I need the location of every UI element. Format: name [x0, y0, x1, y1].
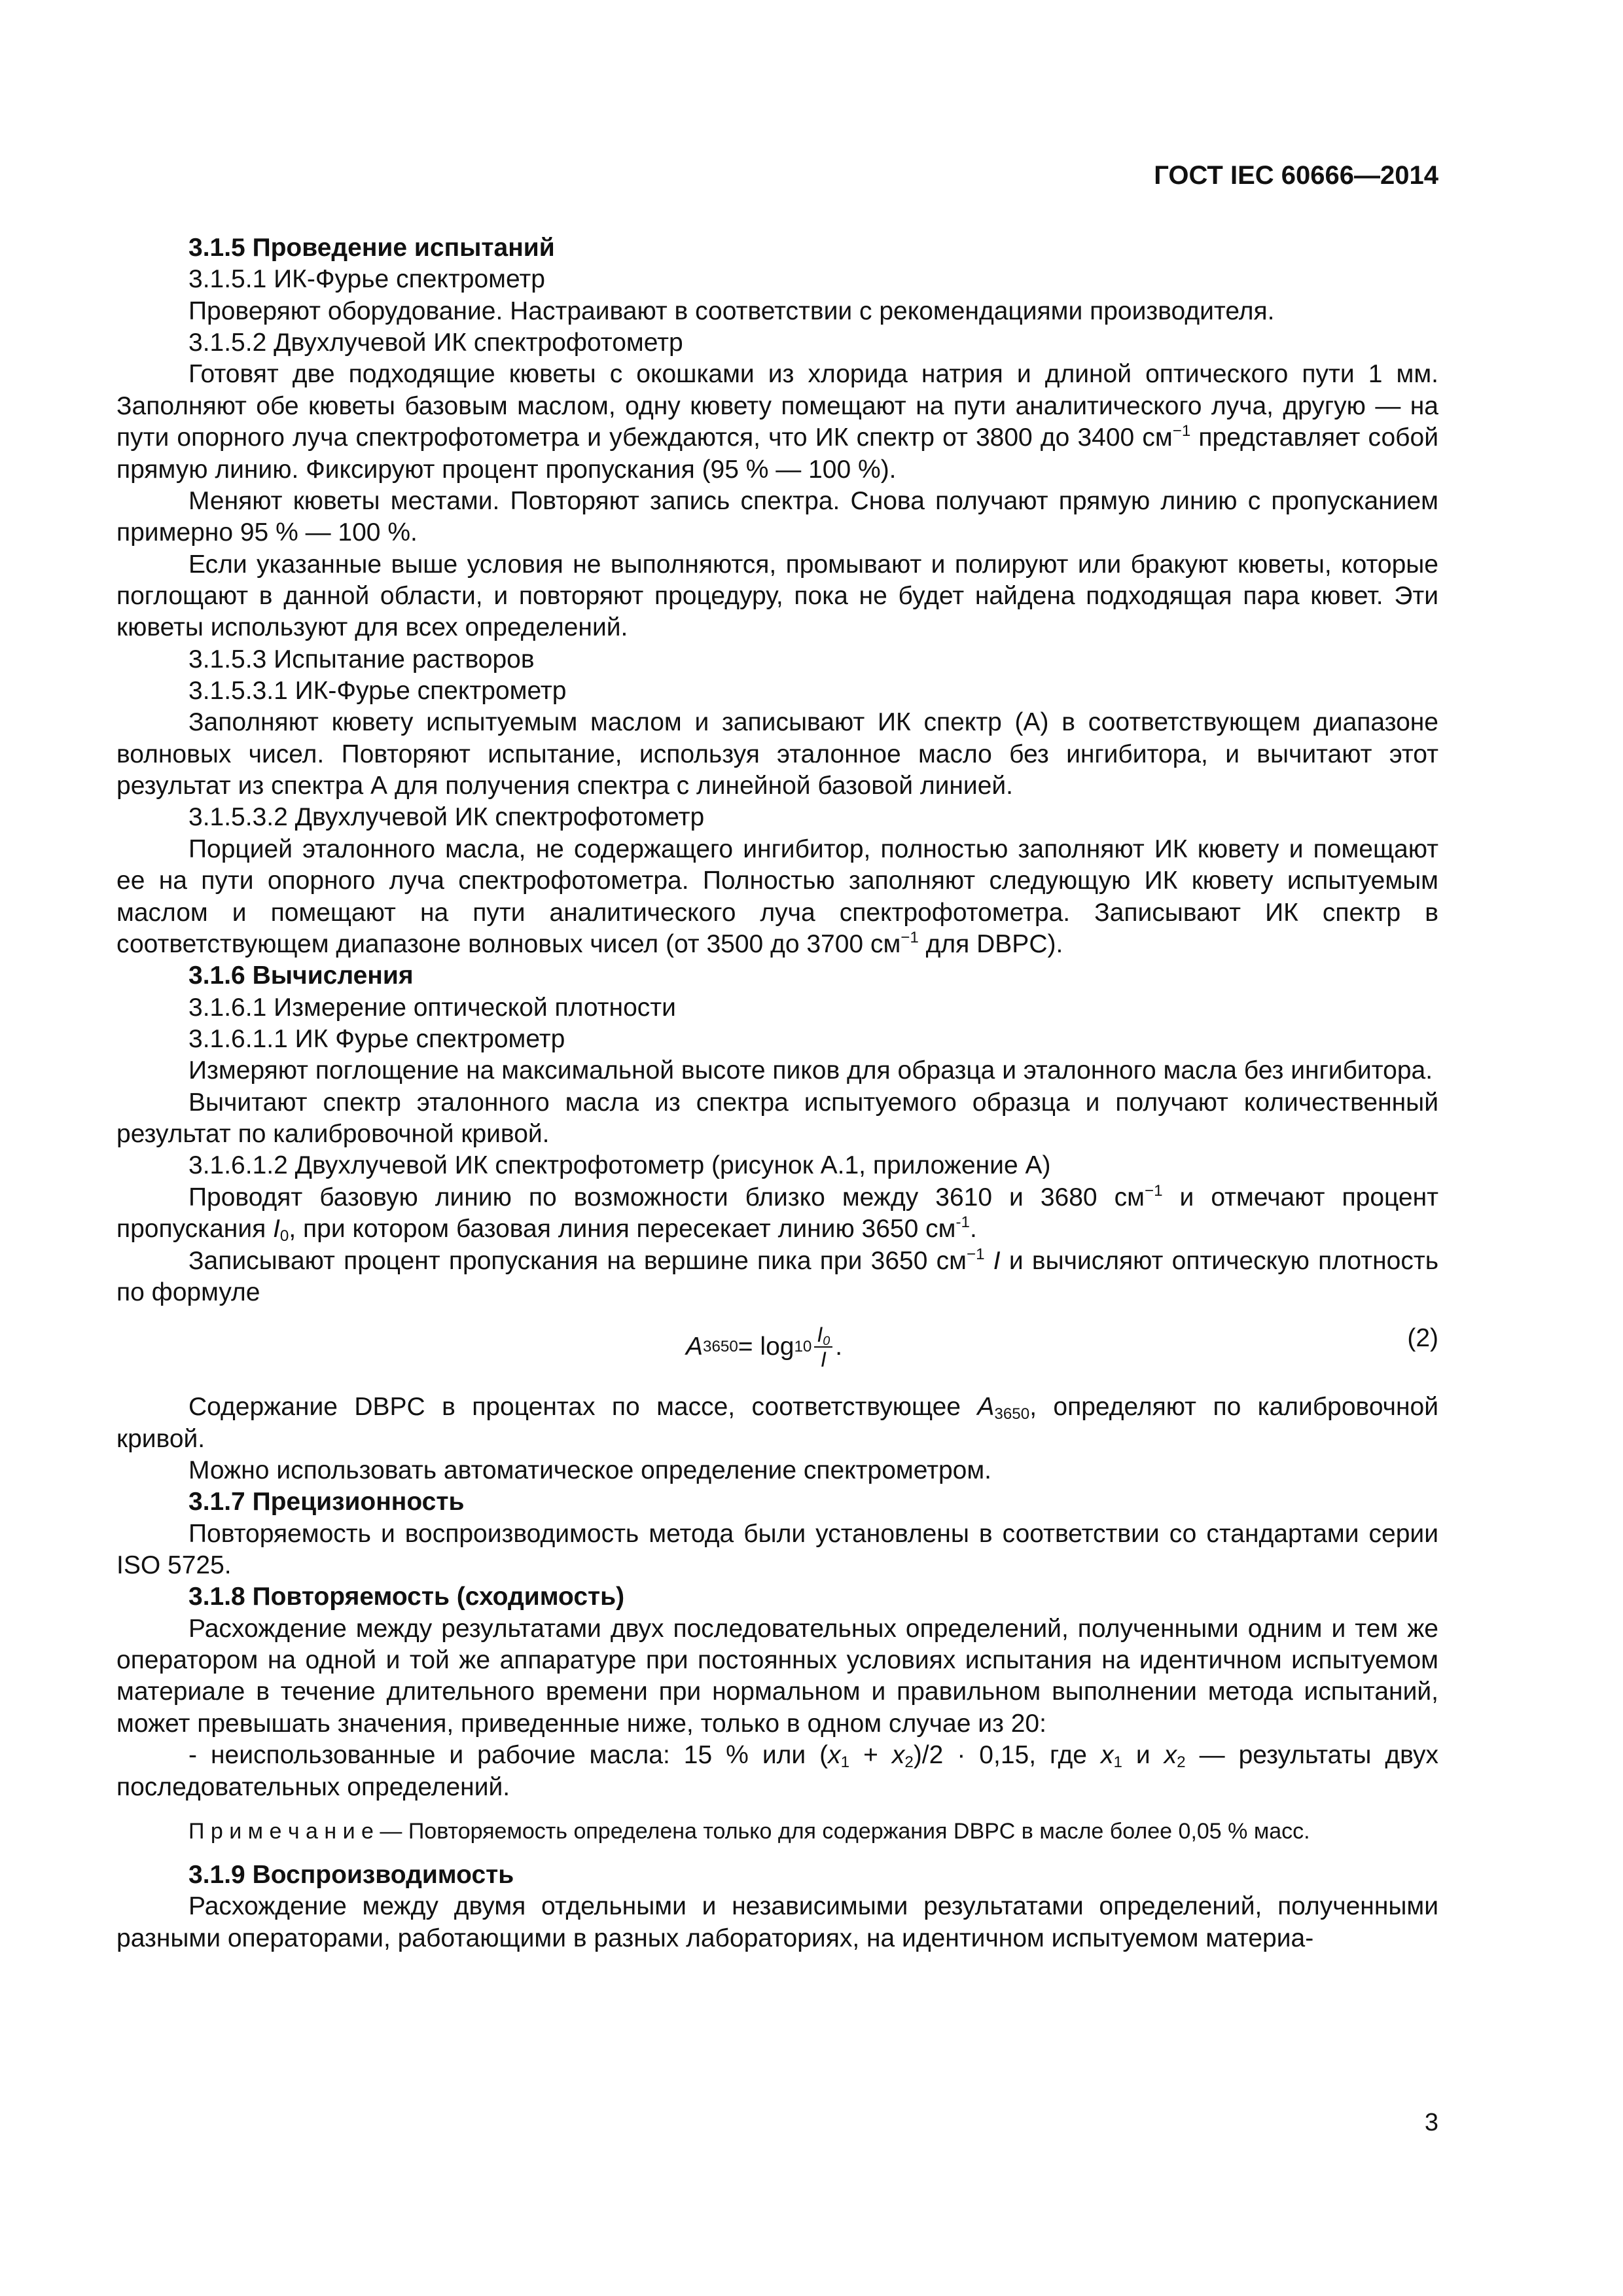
paragraph: Порцией эталонного масла, не содержащего ингибитор, полностью заполняют ИК кювету и помещают ее на пути опорного луча спектрофотометра. Полностью заполняют следующую ИК кювету испытуемым маслом и помещают на пути аналитического луча спектрофотометра. Записывают ИК спектр в соответствующем диапазоне волновых чисел (от 3500 до 3700 $см^{-1}$ для DBPC). — [116, 834, 1438, 958]
paragraph: Можно использовать автоматическое определение спектрометром. — [188, 1456, 992, 1484]
paragraph: Повторяемость и воспроизводимость метода были установлены в соответствии со стандартами серии ISO 5725. — [116, 1519, 1438, 1580]
paragraph: Проводят базовую линию по возможности близко между 3610 и 3680 $см^{-1}$ и отмечают процент пропускания $I_0$, при котором базовая линия пересекает линию 3650 $см^{-1}$. — [116, 1181, 1438, 1246]
section-3-1-6-1-2-title: 3.1.6.1.2 Двухлучевой ИК спектрофотометр (рисунок А.1, приложение А) — [188, 1151, 1051, 1180]
list-item: - неиспользованные и рабочие масла: 15 % или $(x_1 + x_2)/2 \cdot 0,15$, где $x_1$ и $x_2$ — результаты двух последовательных определений. — [116, 1741, 1438, 1801]
paragraph: Содержание DBPC в процентах по массе, соответствующее $A_{3650}$, определяют по калибровочной кривой. — [116, 1393, 1438, 1453]
section-3-1-5-title: 3.1.5 Проведение испытаний — [188, 234, 555, 262]
section-3-1-5-3-1-title: 3.1.5.3.1 ИК-Фурье спектрометр — [188, 677, 567, 706]
note-label: П р и м е ч а н и е — [188, 1818, 374, 1844]
paragraph: Если указанные выше условия не выполняются, промывают и полируют или бракуют кюветы, которые поглощают в данной области, и повторяют процедуру, пока не будет найдена подходящая пара кювет. Эти кюветы используют для всех определений. — [116, 550, 1438, 642]
section-3-1-5-2-title: 3.1.5.2 Двухлучевой ИК спектрофотометр — [188, 329, 683, 357]
fraction: $\frac{I_0}{I}$ — [814, 1324, 832, 1370]
section-3-1-5-3-title: 3.1.5.3 Испытание растворов — [188, 645, 535, 673]
section-3-1-6-title: 3.1.6 Вычисления — [188, 961, 414, 990]
section-3-1-9-title: 3.1.9 Воспроизводимость — [188, 1861, 514, 1890]
section-3-1-6-1-title: 3.1.6.1 Измерение оптической плотности — [188, 993, 676, 1022]
section-3-1-5-1-title: 3.1.5.1 ИК-Фурье спектрометр — [188, 265, 545, 294]
paragraph: Расхождение между двумя отдельными и независимыми результатами определений, полученными разными операторами, работающими в разных лабораториях, на идентичном испытуемом материа- — [116, 1892, 1438, 1952]
paragraph: Заполняют кювету испытуемым маслом и записывают ИК спектр (А) в соответствующем диапазоне волновых чисел. Повторяют испытание, используя эталонное масло без ингибитора, и вычитают этот результат из спектра А для получения спектра с линейной базовой линией. — [116, 708, 1438, 800]
formula: A 3650 = log 10 $\frac{I_0}{I}$ . — [686, 1323, 843, 1372]
paragraph: Расхождение между результатами двух последовательных определений, полученными одним и тем же оператором на одной и той же аппаратуре при постоянных условиях испытания на идентичном испытуемом материале в течение длительного времени при нормальном и правильном выполнении метода испытаний, может превышать значения, приведенные ниже, только в одном случае из 20: — [116, 1614, 1438, 1738]
document-body — [116, 232, 1438, 1954]
note — [116, 1818, 1438, 1845]
paragraph: Готовят две подходящие кюветы с окошками из хлорида натрия и длиной оптического пути 1 мм. Заполняют обе кюветы базовым маслом, одну кювету помещают на пути аналитического луча, другую — на пути опорного луча спектрофотометра и убеждаются, что ИК спектр от 3800 до 3400 $см^{-1}$ представляет собой прямую линию. Фиксируют процент пропускания (95 % — 100 %). — [116, 360, 1438, 484]
paragraph: Записывают процент пропускания на вершине пика при 3650 $см^{-1}$ I и вычисляют оптическую плотность по формуле — [116, 1245, 1439, 1306]
equation-number: (2) — [1407, 1324, 1438, 1353]
page-number: 3 — [1424, 2109, 1438, 2136]
paragraph: Вычитают спектр эталонного масла из спектра испытуемого образца и получают количественный результат по калибровочной кривой. — [116, 1088, 1438, 1149]
note-text: — Повторяемость определена только для содержания DBPC в масле более 0,05 % масс. — [373, 1818, 1310, 1844]
paragraph: Меняют кюветы местами. Повторяют запись спектра. Снова получают прямую линию с пропусканием примерно 95 % — 100 %. — [116, 486, 1438, 547]
section-3-1-8-title: 3.1.8 Повторяемость (сходимость) — [188, 1583, 625, 1611]
formula-block — [116, 1312, 1438, 1388]
document-header: ГОСТ IEC 60666—2014 — [1154, 161, 1438, 190]
section-3-1-6-1-1-title: 3.1.6.1.1 ИК Фурье спектрометр — [188, 1024, 565, 1053]
section-3-1-7-title: 3.1.7 Прецизионность — [188, 1488, 465, 1516]
section-3-1-5-3-2-title: 3.1.5.3.2 Двухлучевой ИК спектрофотометр — [188, 803, 705, 832]
paragraph: Проверяют оборудование. Настраивают в соответствии с рекомендациями производителя. — [188, 296, 1275, 325]
paragraph: Измеряют поглощение на максимальной высоте пиков для образца и эталонного масла без ингибитора. — [188, 1056, 1433, 1085]
